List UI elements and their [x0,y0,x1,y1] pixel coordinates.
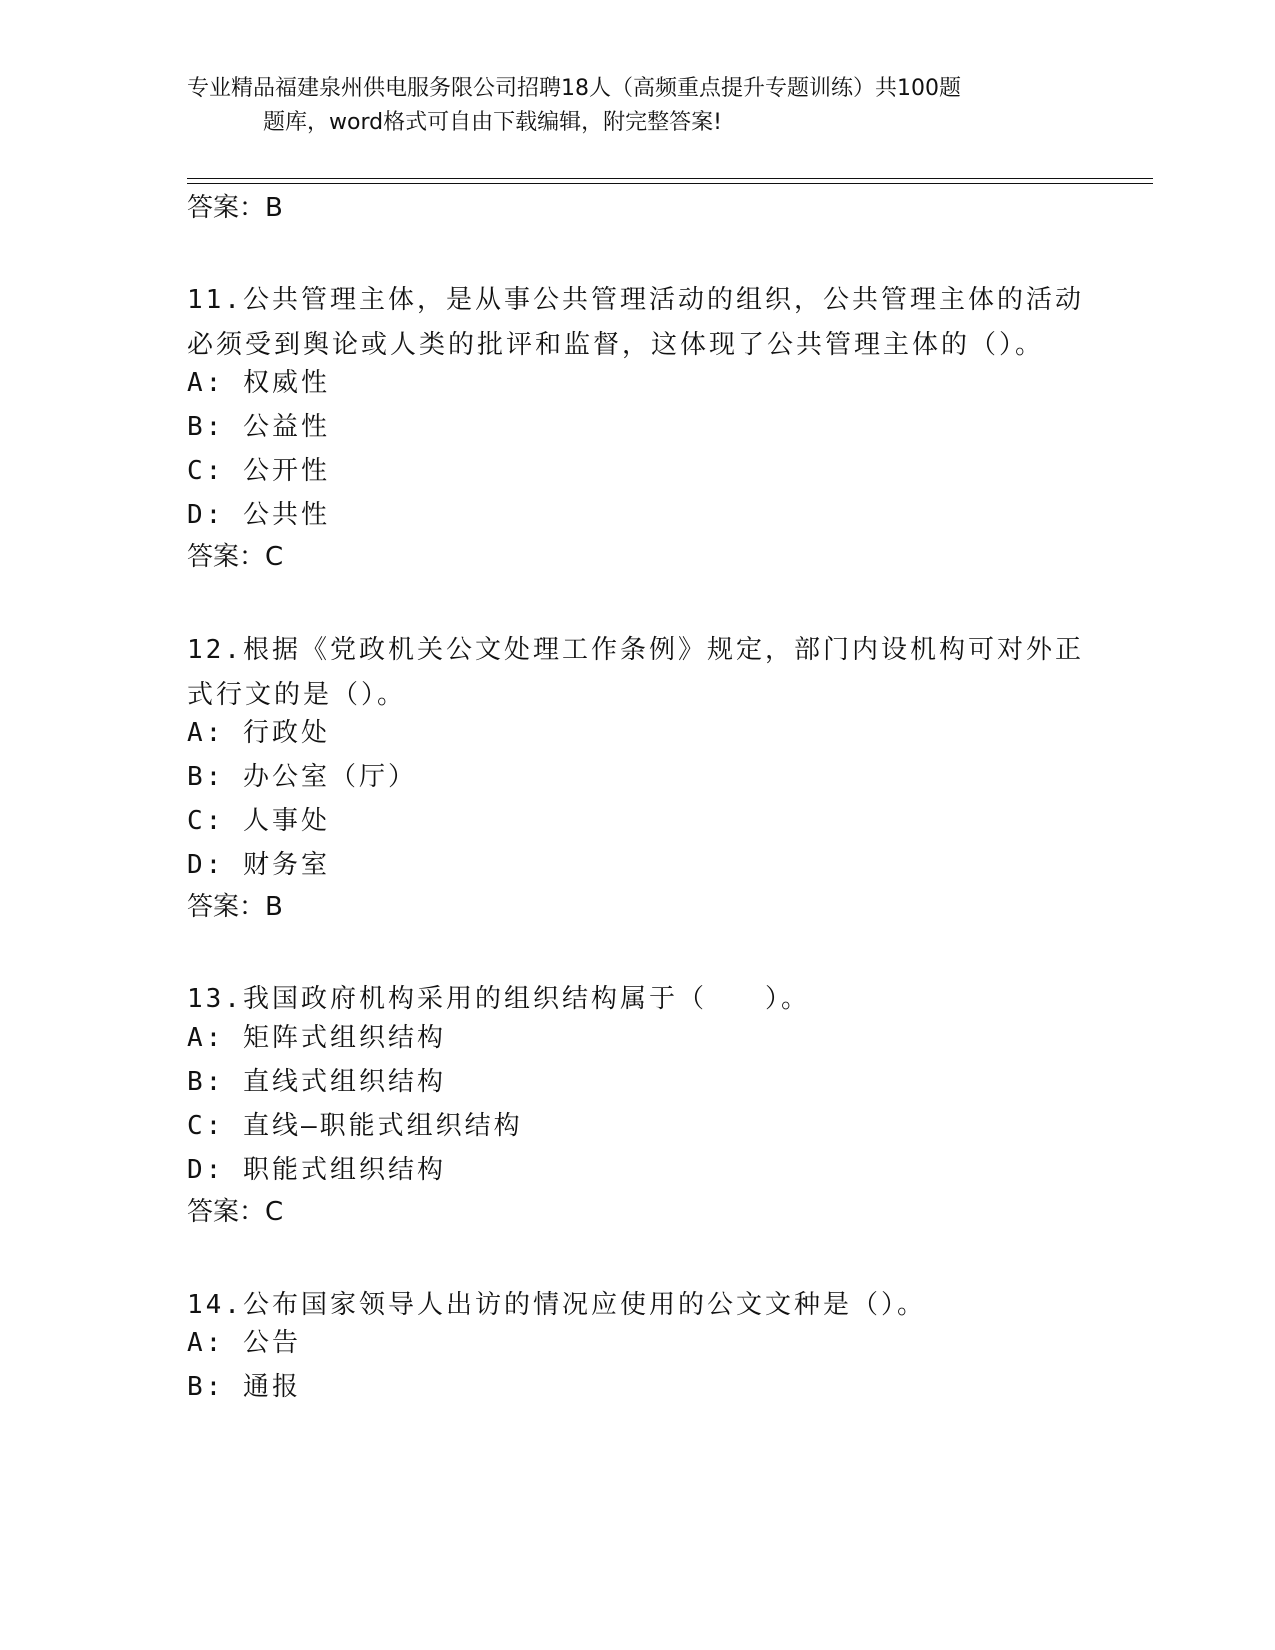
question-12-text: 12.根据《党政机关公文处理工作条例》规定，部门内设机构可对外正式行文的是（）。 [187,635,1084,710]
question-12-option-b: B: 办公室（厅） [187,762,417,792]
header-line-1: 专业精品福建泉州供电服务限公司招聘18人（高频重点提升专题训练）共100题 [187,76,961,101]
question-13-text: 13.我国政府机构采用的组织结构属于（ ）。 [187,984,810,1014]
question-11-option-a: A: 权威性 [187,368,330,398]
question-12-answer: 答案：B [187,892,283,922]
question-11-answer: 答案：C [187,542,284,572]
question-14-option-b: B: 通报 [187,1372,301,1402]
question-13-option-d: D: 职能式组织结构 [187,1155,446,1185]
question-11-option-c: C: 公开性 [187,456,330,486]
question-11-option-d: D: 公共性 [187,500,330,530]
header-divider-bottom [187,183,1153,184]
document-header [187,72,1067,140]
question-13-option-b: B: 直线式组织结构 [187,1067,446,1097]
question-12-option-c: C: 人事处 [187,806,330,836]
header-line-2: 题库，word格式可自由下载编辑，附完整答案! [263,110,722,135]
question-12-option-a: A: 行政处 [187,718,330,748]
answer-previous: 答案：B [187,193,283,223]
question-14-text: 14.公布国家领导人出访的情况应使用的公文文种是（）。 [187,1290,926,1320]
question-13-option-a: A: 矩阵式组织结构 [187,1023,446,1053]
question-12-option-d: D: 财务室 [187,850,330,880]
question-13-option-c: C: 直线—职能式组织结构 [187,1111,523,1141]
header-divider-top [187,178,1153,179]
question-14-option-a: A: 公告 [187,1328,301,1358]
question-13-answer: 答案：C [187,1197,284,1227]
question-11-option-b: B: 公益性 [187,412,330,442]
question-11-text: 11.公共管理主体，是从事公共管理活动的组织，公共管理主体的活动必须受到舆论或人类的批评和监督，这体现了公共管理主体的（）。 [187,285,1084,360]
